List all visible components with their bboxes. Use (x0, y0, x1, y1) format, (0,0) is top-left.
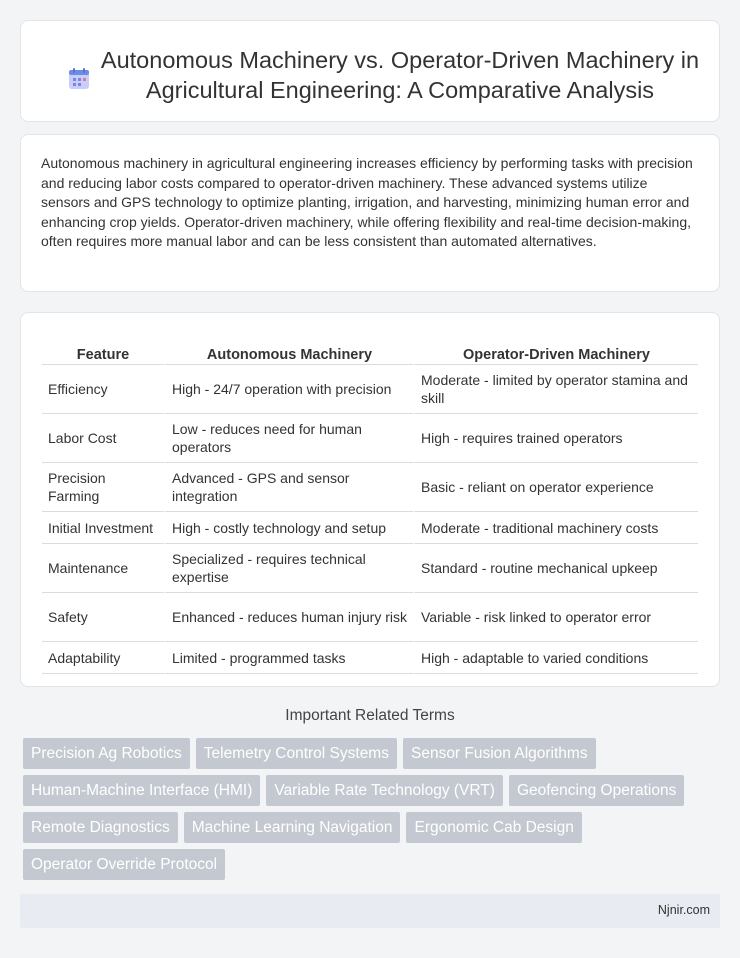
related-term-tag[interactable]: Remote Diagnostics (23, 812, 178, 843)
footer (20, 894, 720, 928)
autonomous-cell: Low - reduces need for human operators (164, 414, 413, 463)
title-card (20, 20, 720, 122)
column-header: Autonomous Machinery (164, 333, 413, 365)
related-term-tag[interactable]: Operator Override Protocol (23, 849, 225, 880)
table-header-row (42, 333, 698, 365)
operator-cell: Variable - risk linked to operator error (413, 593, 698, 642)
feature-cell: Efficiency (42, 365, 164, 414)
feature-cell: Safety (42, 593, 164, 642)
related-term-tag[interactable]: Telemetry Control Systems (196, 738, 397, 769)
operator-cell: Basic - reliant on operator experience (413, 463, 698, 512)
table-row (42, 544, 698, 593)
table-row (42, 463, 698, 512)
column-header: Feature (42, 333, 164, 365)
operator-cell: High - requires trained operators (413, 414, 698, 463)
intro-paragraph: Autonomous machinery in agricultural engineering increases efficiency by performing tasks with precision and reducing labor costs compared to operator-driven machinery. These advanced systems utilize sensors and GPS technology to optimize planting, irrigation, and harvesting, minimizing human error and enhancing crop yields. Operator-driven machinery, while offering flexibility and real-time decision-making, often requires more manual labor and can be less consistent than automated alternatives. (41, 155, 693, 250)
autonomous-cell: Enhanced - reduces human injury risk (164, 593, 413, 642)
feature-cell: Precision Farming (42, 463, 164, 512)
table-row (42, 365, 698, 414)
comparison-card (20, 312, 720, 687)
operator-cell: High - adaptable to varied conditions (413, 642, 698, 674)
autonomous-cell: Specialized - requires technical expertise (164, 544, 413, 593)
related-terms-list (23, 738, 723, 886)
feature-cell: Adaptability (42, 642, 164, 674)
related-term-tag[interactable]: Human-Machine Interface (HMI) (23, 775, 260, 806)
related-term-tag[interactable]: Variable Rate Technology (VRT) (266, 775, 503, 806)
operator-cell: Moderate - limited by operator stamina and skill (413, 365, 698, 414)
calendar-icon (68, 68, 90, 90)
table-row (42, 593, 698, 642)
autonomous-cell: High - costly technology and setup (164, 512, 413, 544)
comparison-table (42, 333, 698, 674)
related-terms-heading: Important Related Terms (285, 707, 455, 724)
autonomous-cell: Limited - programmed tasks (164, 642, 413, 674)
related-term-tag[interactable]: Machine Learning Navigation (184, 812, 401, 843)
feature-cell: Labor Cost (42, 414, 164, 463)
table-row (42, 512, 698, 544)
feature-cell: Initial Investment (42, 512, 164, 544)
autonomous-cell: High - 24/7 operation with precision (164, 365, 413, 414)
related-term-tag[interactable]: Geofencing Operations (509, 775, 684, 806)
table-row (42, 414, 698, 463)
operator-cell: Moderate - traditional machinery costs (413, 512, 698, 544)
table-row (42, 642, 698, 674)
site-credit[interactable]: Njnir.com (657, 903, 710, 917)
feature-cell: Maintenance (42, 544, 164, 593)
intro-card (20, 134, 720, 292)
related-term-tag[interactable]: Ergonomic Cab Design (406, 812, 581, 843)
related-term-tag[interactable]: Precision Ag Robotics (23, 738, 190, 769)
page-title: Autonomous Machinery vs. Operator-Driven Machinery in Agricultural Engineering: A Comparative Analysis (100, 47, 700, 103)
column-header: Operator-Driven Machinery (413, 333, 698, 365)
autonomous-cell: Advanced - GPS and sensor integration (164, 463, 413, 512)
related-term-tag[interactable]: Sensor Fusion Algorithms (403, 738, 596, 769)
operator-cell: Standard - routine mechanical upkeep (413, 544, 698, 593)
